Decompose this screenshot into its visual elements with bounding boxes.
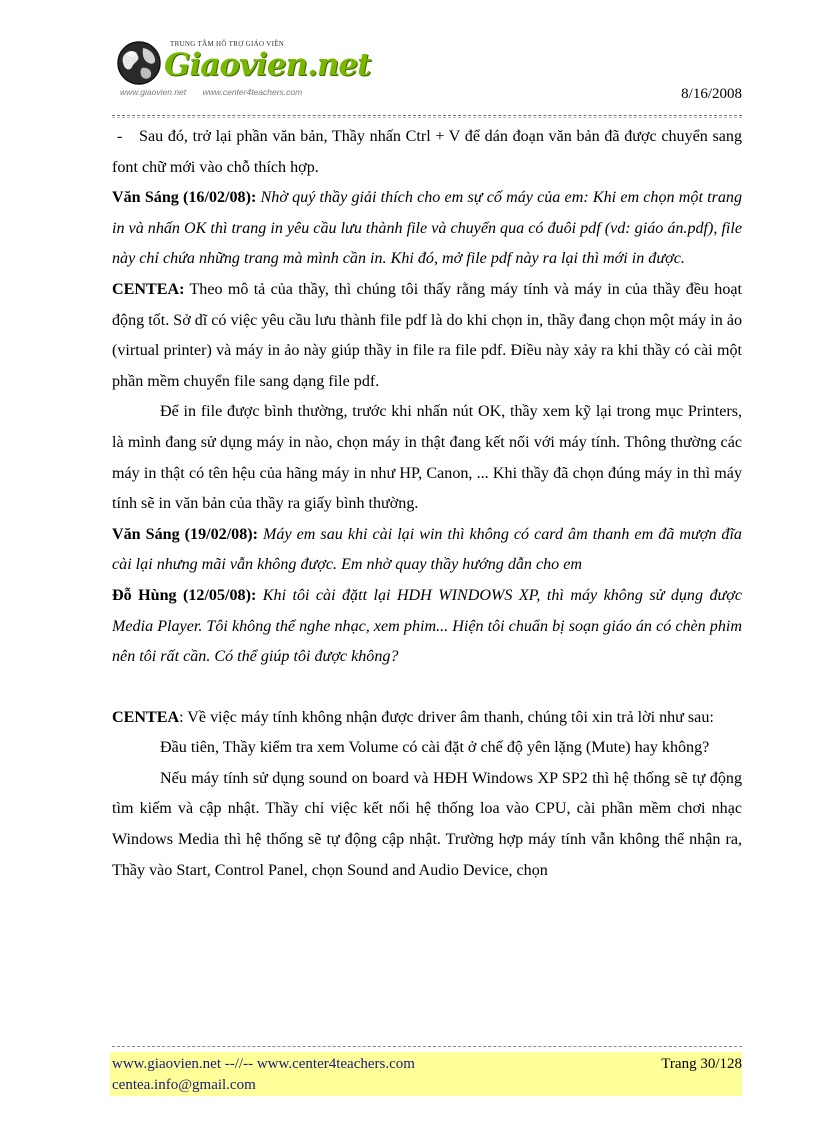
footer-links[interactable]: www.giaovien.net --//-- www.center4teachers.com xyxy=(112,1056,415,1072)
logo-urls xyxy=(120,87,316,97)
footer-email[interactable]: centea.info@gmail.com xyxy=(112,1077,256,1093)
question-author: Văn Sáng (16/02/08) xyxy=(112,189,251,207)
question-van-sang-1: Văn Sáng (16/02/08): Nhờ quý thầy giải thích cho em sự cố máy của em: Khi em chọn một trang in và nhấn OK thì trang in yêu cầu lưu thành file và chuyển qua có đuôi pdf (vd: giáo án.pdf), file này chỉ chứa những trang mà mình cần in. Khi đó, mở file pdf này ra lại thì mới in được. xyxy=(112,189,742,268)
logo-tagline: TRUNG TÂM HỖ TRỢ GIÁO VIÊN xyxy=(170,40,285,48)
question-author: Văn Sáng (19/02/08) xyxy=(112,525,253,543)
header-divider xyxy=(112,115,742,118)
answer-centea-1-paragraph-2: Để in file được bình thường, trước khi nhấn nút OK, thầy xem kỹ lại trong mục Printers, là mình đang sử dụng máy in nào, chọn máy in thật đang kết nối với máy tính. Thông thường các máy in thật có tên hệu của hãng máy in như HP, Canon, ... Khi thầy đã chọn đúng máy in thì máy tính sẽ in văn bản của thầy ra giấy bình thường. xyxy=(112,403,742,513)
answer-author: CENTEA xyxy=(112,708,180,726)
answer-text: Về việc máy tính không nhận được driver âm thanh, chúng tôi xin trả lời như sau: xyxy=(187,708,714,726)
answer-centea-2: CENTEA: Về việc máy tính không nhận được driver âm thanh, chúng tôi xin trả lời như sau: xyxy=(112,708,714,726)
logo-url-center4teachers[interactable]: www.center4teachers.com xyxy=(202,87,303,97)
paragraph-bullet-paste xyxy=(112,122,742,183)
paragraph-text: Sau đó, trở lại phần văn bản, Thầy nhấn Ctrl + V để dán đoạn văn bản đã được chuyển sang font chữ mới vào chỗ thích hợp. xyxy=(112,128,742,176)
question-text: Khi tôi cài đặtt lại HDH WINDOWS XP, thì máy không sử dụng được Media Player. Tôi không thể nghe nhạc, xem phim... Hiện tôi chuẩn bị soạn giáo án có chèn phim nên tôi rất cần. Có thể giúp tôi được không? xyxy=(112,586,743,666)
question-author: Đỗ Hùng (12/05/08): xyxy=(112,586,257,604)
logo-url-giaovien[interactable]: www.giaovien.net xyxy=(120,87,187,97)
page-footer xyxy=(110,1052,742,1096)
question-text: Nhờ quý thầy giải thích cho em sự cố máy của em: Khi em chọn một trang in và nhấn OK thì trang in yêu cầu lưu thành file và chuyển qua có đuôi pdf (vd: giáo án.pdf), file này chỉ chứa những trang mà mình cần in. Khi đó, mở file pdf này ra lại thì mới in được. xyxy=(112,189,742,268)
document-body xyxy=(112,122,742,886)
document-date: 8/16/2008 xyxy=(681,86,742,102)
page-number: Trang 30/128 xyxy=(661,1056,742,1072)
logo-brand-name: Giaovien.net xyxy=(164,47,371,83)
answer-centea-1 xyxy=(112,275,742,397)
question-text: Máy em sau khi cài lại win thì không có card âm thanh em đã mượn đĩa cài lại nhưng mãi vẫn không được. Em nhờ quay thầy hướng dẫn cho em xyxy=(112,525,742,574)
blank-line xyxy=(112,673,742,703)
answer-author: CENTEA: xyxy=(112,280,185,298)
answer-text: Theo mô tả của thầy, thì chúng tôi thấy rằng máy tính và máy in của thầy đều hoạt động tốt. Sở dĩ có việc yêu cầu lưu thành file pdf là do khi chọn in, thầy đang chọn một máy in ảo (virtual printer) và máy in ảo này giúp thầy in file ra file pdf. Điều này xảy ra khi thầy có cài một phần mềm chuyển file sang dạng file pdf. xyxy=(112,280,743,390)
page-header xyxy=(112,34,742,116)
bullet-dash: - xyxy=(117,128,123,145)
footer-divider xyxy=(112,1046,742,1048)
globe-icon xyxy=(116,40,162,86)
question-do-hung xyxy=(112,581,742,673)
answer-centea-2-paragraph-3: Nếu máy tính sử dụng sound on board và HĐH Windows XP SP2 thì hệ thống sẽ tự động tìm kiếm và cập nhật. Thầy chỉ việc kết nối hệ thống loa vào CPU, cài phần mềm chơi nhạc Windows Media thì hệ thống sẽ tự động cập nhật. Trường hợp máy tính vẫn không thể nhận ra, Thầy vào Start, Control Panel, chọn Sound and Audio Device, chọn xyxy=(112,769,742,879)
giaovien-logo xyxy=(112,34,372,104)
question-van-sang-2: Văn Sáng (19/02/08): Máy em sau khi cài lại win thì không có card âm thanh em đã mượn đĩa cài lại nhưng mãi vẫn không được. Em nhờ quay thầy hướng dẫn cho em xyxy=(112,525,742,574)
answer-centea-2-paragraph-2: Đầu tiên, Thầy kiểm tra xem Volume có cài đặt ở chế độ yên lặng (Mute) hay không? xyxy=(160,739,710,757)
